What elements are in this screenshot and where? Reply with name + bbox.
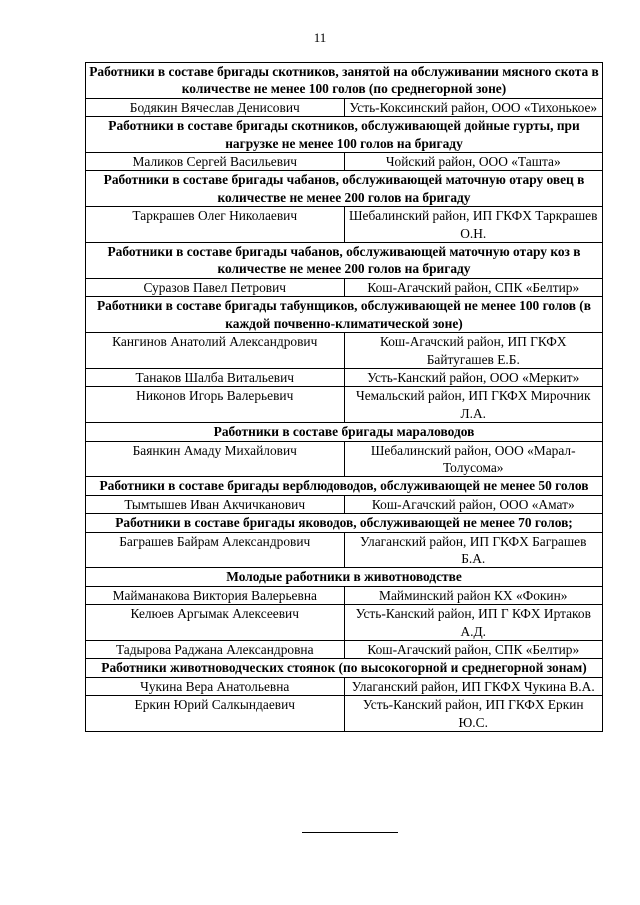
table-row [86, 677, 603, 695]
worker-organization: Улаганский район, ИП ГКФХ Баграшев Б.А. [344, 532, 603, 568]
section-header-row [86, 243, 603, 279]
worker-name: Никонов Игорь Валерьевич [86, 387, 345, 423]
section-title: Работники животноводческих стоянок (по высокогорной и среднегорной зонам) [86, 659, 603, 677]
section-title: Работники в составе бригады яководов, обслуживающей не менее 70 голов; [86, 514, 603, 532]
table-row [86, 98, 603, 116]
worker-organization: Чойский район, ООО «Ташта» [344, 153, 603, 171]
worker-name: Баграшев Байрам Александрович [86, 532, 345, 568]
worker-organization: Усть-Канский район, ИП ГКФХ Еркин Ю.С. [344, 696, 603, 732]
table-row [86, 333, 603, 369]
worker-organization: Усть-Коксинский район, ООО «Тихонькое» [344, 98, 603, 116]
worker-name: Тадырова Раджана Александровна [86, 641, 345, 659]
worker-name: Бодякин Вячеслав Денисович [86, 98, 345, 116]
worker-name: Танаков Шалба Витальевич [86, 368, 345, 386]
worker-name: Таркрашев Олег Николаевич [86, 207, 345, 243]
worker-name: Кангинов Анатолий Александрович [86, 333, 345, 369]
section-title: Работники в составе бригады скотников, занятой на обслуживании мясного скота в количестве не менее 100 голов (по среднегорной зоне) [86, 63, 603, 99]
section-title: Работники в составе бригады мараловодов [86, 423, 603, 441]
table-row [86, 387, 603, 423]
section-header-row [86, 423, 603, 441]
worker-organization: Кош-Агачский район, СПК «Белтир» [344, 278, 603, 296]
section-header-row [86, 514, 603, 532]
section-header-row [86, 568, 603, 586]
section-header-row [86, 477, 603, 495]
worker-organization: Улаганский район, ИП ГКФХ Чукина В.А. [344, 677, 603, 695]
table-row [86, 605, 603, 641]
table-row [86, 278, 603, 296]
table-row [86, 495, 603, 513]
section-title: Работники в составе бригады чабанов, обслуживающей маточную отару овец в количестве не менее 200 голов на бригаду [86, 171, 603, 207]
worker-organization: Шебалинский район, ООО «Марал-Толусома» [344, 441, 603, 477]
worker-name: Майманакова Виктория Валерьевна [86, 586, 345, 604]
worker-name: Еркин Юрий Салкындаевич [86, 696, 345, 732]
worker-organization: Усть-Канский район, ООО «Меркит» [344, 368, 603, 386]
section-title: Работники в составе бригады скотников, обслуживающей дойные гурты, при нагрузке не менее 100 голов на бригаду [86, 117, 603, 153]
section-header-row [86, 659, 603, 677]
worker-name: Баянкин Амаду Михайлович [86, 441, 345, 477]
table-row [86, 586, 603, 604]
table-row [86, 207, 603, 243]
section-title: Работники в составе бригады чабанов, обслуживающей маточную отару коз в количестве не менее 200 голов на бригаду [86, 243, 603, 279]
table-row [86, 368, 603, 386]
worker-name: Чукина Вера Анатольевна [86, 677, 345, 695]
section-title: Работники в составе бригады верблюдоводов, обслуживающей не менее 50 голов [86, 477, 603, 495]
worker-organization: Шебалинский район, ИП ГКФХ Таркрашев О.Н. [344, 207, 603, 243]
table-row [86, 696, 603, 732]
worker-name: Тымтышев Иван Акчичканович [86, 495, 345, 513]
award-table-body [86, 63, 603, 732]
section-header-row [86, 117, 603, 153]
page-number: 11 [313, 30, 327, 45]
section-header-row [86, 297, 603, 333]
table-row [86, 641, 603, 659]
table-row [86, 441, 603, 477]
worker-organization: Усть-Канский район, ИП Г КФХ Иртаков А.Д. [344, 605, 603, 641]
worker-organization: Кош-Агачский район, ИП ГКФХ Байтугашев Е.Б. [344, 333, 603, 369]
table-row [86, 532, 603, 568]
award-table [85, 62, 603, 732]
worker-organization: Кош-Агачский район, ООО «Амат» [344, 495, 603, 513]
section-title: Работники в составе бригады табунщиков, обслуживающей не менее 100 голов (в каждой почвенно-климатической зоне) [86, 297, 603, 333]
worker-name: Маликов Сергей Васильевич [86, 153, 345, 171]
worker-organization: Майминский район КХ «Фокин» [344, 586, 603, 604]
section-header-row [86, 63, 603, 99]
worker-organization: Кош-Агачский район, СПК «Белтир» [344, 641, 603, 659]
section-header-row [86, 171, 603, 207]
worker-organization: Чемальский район, ИП ГКФХ Мирочник Л.А. [344, 387, 603, 423]
end-rule [302, 832, 398, 833]
worker-name: Келюев Аргымак Алексеевич [86, 605, 345, 641]
table-row [86, 153, 603, 171]
section-title: Молодые работники в животноводстве [86, 568, 603, 586]
worker-name: Суразов Павел Петрович [86, 278, 345, 296]
